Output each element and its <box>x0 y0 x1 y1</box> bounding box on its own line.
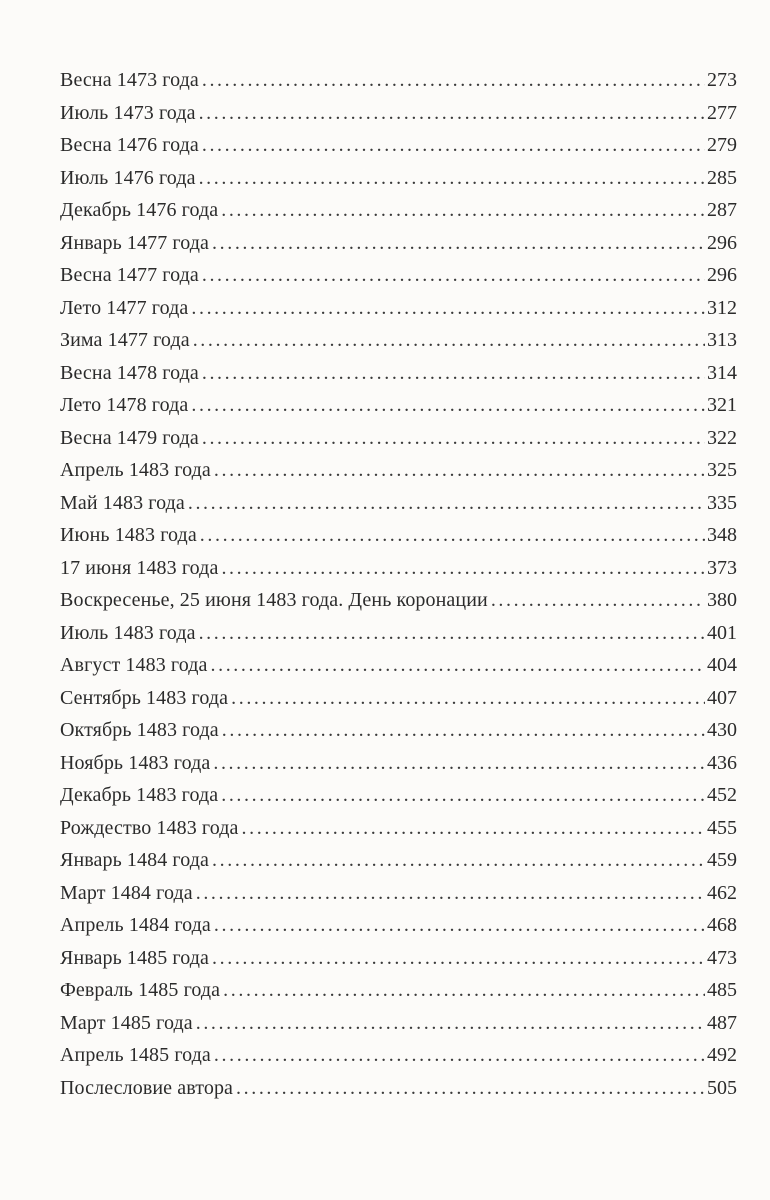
toc-entry-page-number: 455 <box>707 816 737 839</box>
toc-entry-page-number: 468 <box>707 914 737 936</box>
toc-entry-title: Март 1485 года <box>60 1011 193 1034</box>
toc-entry-page-number: 296 <box>707 231 737 254</box>
toc-entry <box>60 649 737 682</box>
dot-leader <box>214 1039 705 1072</box>
toc-entry-page-number: 459 <box>707 849 737 871</box>
toc-entry-title: Май 1483 года <box>60 491 185 514</box>
toc-entry-page-number: 322 <box>707 426 737 449</box>
toc-entry-page-number: 373 <box>707 556 737 579</box>
toc-entry-title: Послесловие автора <box>60 1076 234 1099</box>
toc-entry-page-number: 273 <box>707 69 737 91</box>
toc-entry-title: Весна 1479 года <box>60 426 199 449</box>
toc-entry-title: Март 1484 года <box>60 881 193 904</box>
toc-entry-title: Апрель 1485 года <box>60 1044 211 1066</box>
toc-entry <box>60 584 737 617</box>
toc-entry <box>60 942 737 975</box>
toc-entry-title: Июль 1476 года <box>60 166 196 189</box>
dot-leader <box>212 227 705 260</box>
toc-entry <box>60 129 737 162</box>
toc-entry-page-number: 473 <box>707 946 737 969</box>
toc-entry-title: Воскресенье, 25 июня 1483 года. День коронации <box>60 589 488 611</box>
toc-entry <box>60 974 737 1007</box>
dot-leader <box>188 487 705 520</box>
toc-entry <box>60 162 737 195</box>
table-of-contents <box>60 64 737 1104</box>
toc-entry-title: Июль 1483 года <box>60 621 196 644</box>
toc-entry <box>60 357 737 390</box>
toc-entry <box>60 519 737 552</box>
toc-entry <box>60 64 737 97</box>
toc-entry-page-number: 277 <box>707 101 737 124</box>
toc-entry <box>60 779 737 812</box>
toc-entry <box>60 1072 737 1105</box>
toc-entry-page-number: 296 <box>707 264 737 286</box>
dot-leader <box>202 357 705 390</box>
toc-entry <box>60 194 737 227</box>
toc-entry-title: Октябрь 1483 года <box>60 719 219 741</box>
toc-entry-page-number: 452 <box>707 784 737 806</box>
dot-leader <box>491 584 705 617</box>
dot-leader <box>242 812 705 845</box>
toc-entry <box>60 714 737 747</box>
dot-leader <box>231 682 705 715</box>
dot-leader <box>212 844 705 877</box>
dot-leader <box>212 942 705 975</box>
toc-entry <box>60 227 737 260</box>
dot-leader <box>191 389 705 422</box>
toc-entry-title: Январь 1477 года <box>60 231 210 254</box>
toc-entry-page-number: 335 <box>707 491 737 514</box>
toc-entry <box>60 292 737 325</box>
toc-entry <box>60 422 737 455</box>
toc-entry-page-number: 462 <box>707 881 737 904</box>
toc-entry <box>60 1039 737 1072</box>
dot-leader <box>222 714 705 747</box>
toc-entry <box>60 259 737 292</box>
toc-entry <box>60 682 737 715</box>
toc-entry-title: Август 1483 года <box>60 654 208 676</box>
dot-leader <box>199 97 705 130</box>
toc-entry-page-number: 407 <box>707 686 737 709</box>
toc-entry-title: Весна 1476 года <box>60 134 199 156</box>
toc-entry <box>60 1007 737 1040</box>
toc-entry <box>60 552 737 585</box>
toc-entry <box>60 97 737 130</box>
dot-leader <box>213 747 705 780</box>
toc-entry-title: Лето 1477 года <box>60 296 189 319</box>
toc-entry-title: Февраль 1485 года <box>60 979 221 1001</box>
dot-leader <box>199 162 705 195</box>
dot-leader <box>214 454 705 487</box>
dot-leader <box>202 64 705 97</box>
toc-entry-page-number: 401 <box>707 621 737 644</box>
toc-entry-title: Декабрь 1476 года <box>60 199 219 221</box>
toc-entry <box>60 747 737 780</box>
dot-leader <box>223 974 705 1007</box>
toc-entry-title: Весна 1477 года <box>60 264 199 286</box>
toc-entry-title: Рождество 1483 года <box>60 816 239 839</box>
toc-entry-title: Январь 1485 года <box>60 946 210 969</box>
toc-entry-page-number: 287 <box>707 199 737 221</box>
toc-entry-page-number: 285 <box>707 166 737 189</box>
toc-entry <box>60 909 737 942</box>
toc-entry <box>60 617 737 650</box>
dot-leader <box>202 129 705 162</box>
toc-entry-title: Лето 1478 года <box>60 394 189 416</box>
toc-entry <box>60 324 737 357</box>
dot-leader <box>202 259 705 292</box>
toc-entry-title: Ноябрь 1483 года <box>60 751 211 774</box>
toc-entry-title: 17 июня 1483 года <box>60 556 219 579</box>
toc-entry <box>60 844 737 877</box>
toc-entry-page-number: 404 <box>707 654 737 676</box>
toc-entry-page-number: 380 <box>707 589 737 611</box>
dot-leader <box>196 1007 705 1040</box>
toc-entry-page-number: 436 <box>707 751 737 774</box>
toc-entry-page-number: 430 <box>707 719 737 741</box>
toc-entry-title: Январь 1484 года <box>60 849 210 871</box>
toc-entry-page-number: 505 <box>707 1076 737 1099</box>
toc-entry-title: Декабрь 1483 года <box>60 784 219 806</box>
toc-entry-title: Апрель 1484 года <box>60 914 211 936</box>
toc-entry-page-number: 279 <box>707 134 737 156</box>
dot-leader <box>214 909 705 942</box>
dot-leader <box>202 422 705 455</box>
toc-entry-title: Зима 1477 года <box>60 329 190 351</box>
toc-entry-title: Весна 1478 года <box>60 361 199 384</box>
dot-leader <box>236 1072 705 1105</box>
toc-entry-page-number: 348 <box>707 524 737 546</box>
toc-entry <box>60 487 737 520</box>
toc-entry <box>60 812 737 845</box>
toc-entry-page-number: 312 <box>707 296 737 319</box>
toc-entry <box>60 389 737 422</box>
toc-entry-page-number: 487 <box>707 1011 737 1034</box>
dot-leader <box>200 519 705 552</box>
dot-leader <box>211 649 706 682</box>
dot-leader <box>221 194 705 227</box>
dot-leader <box>221 779 705 812</box>
dot-leader <box>191 292 705 325</box>
toc-entry-page-number: 325 <box>707 459 737 481</box>
toc-entry-page-number: 485 <box>707 979 737 1001</box>
toc-entry <box>60 454 737 487</box>
toc-entry-page-number: 321 <box>707 394 737 416</box>
toc-entry <box>60 877 737 910</box>
dot-leader <box>199 617 705 650</box>
dot-leader <box>221 552 705 585</box>
toc-entry-title: Июль 1473 года <box>60 101 196 124</box>
toc-entry-title: Июнь 1483 года <box>60 524 197 546</box>
toc-entry-title: Сентябрь 1483 года <box>60 686 229 709</box>
toc-entry-page-number: 313 <box>707 329 737 351</box>
toc-entry-page-number: 492 <box>707 1044 737 1066</box>
toc-entry-title: Апрель 1483 года <box>60 459 211 481</box>
dot-leader <box>196 877 705 910</box>
dot-leader <box>193 324 705 357</box>
toc-entry-title: Весна 1473 года <box>60 69 199 91</box>
toc-entry-page-number: 314 <box>707 361 737 384</box>
